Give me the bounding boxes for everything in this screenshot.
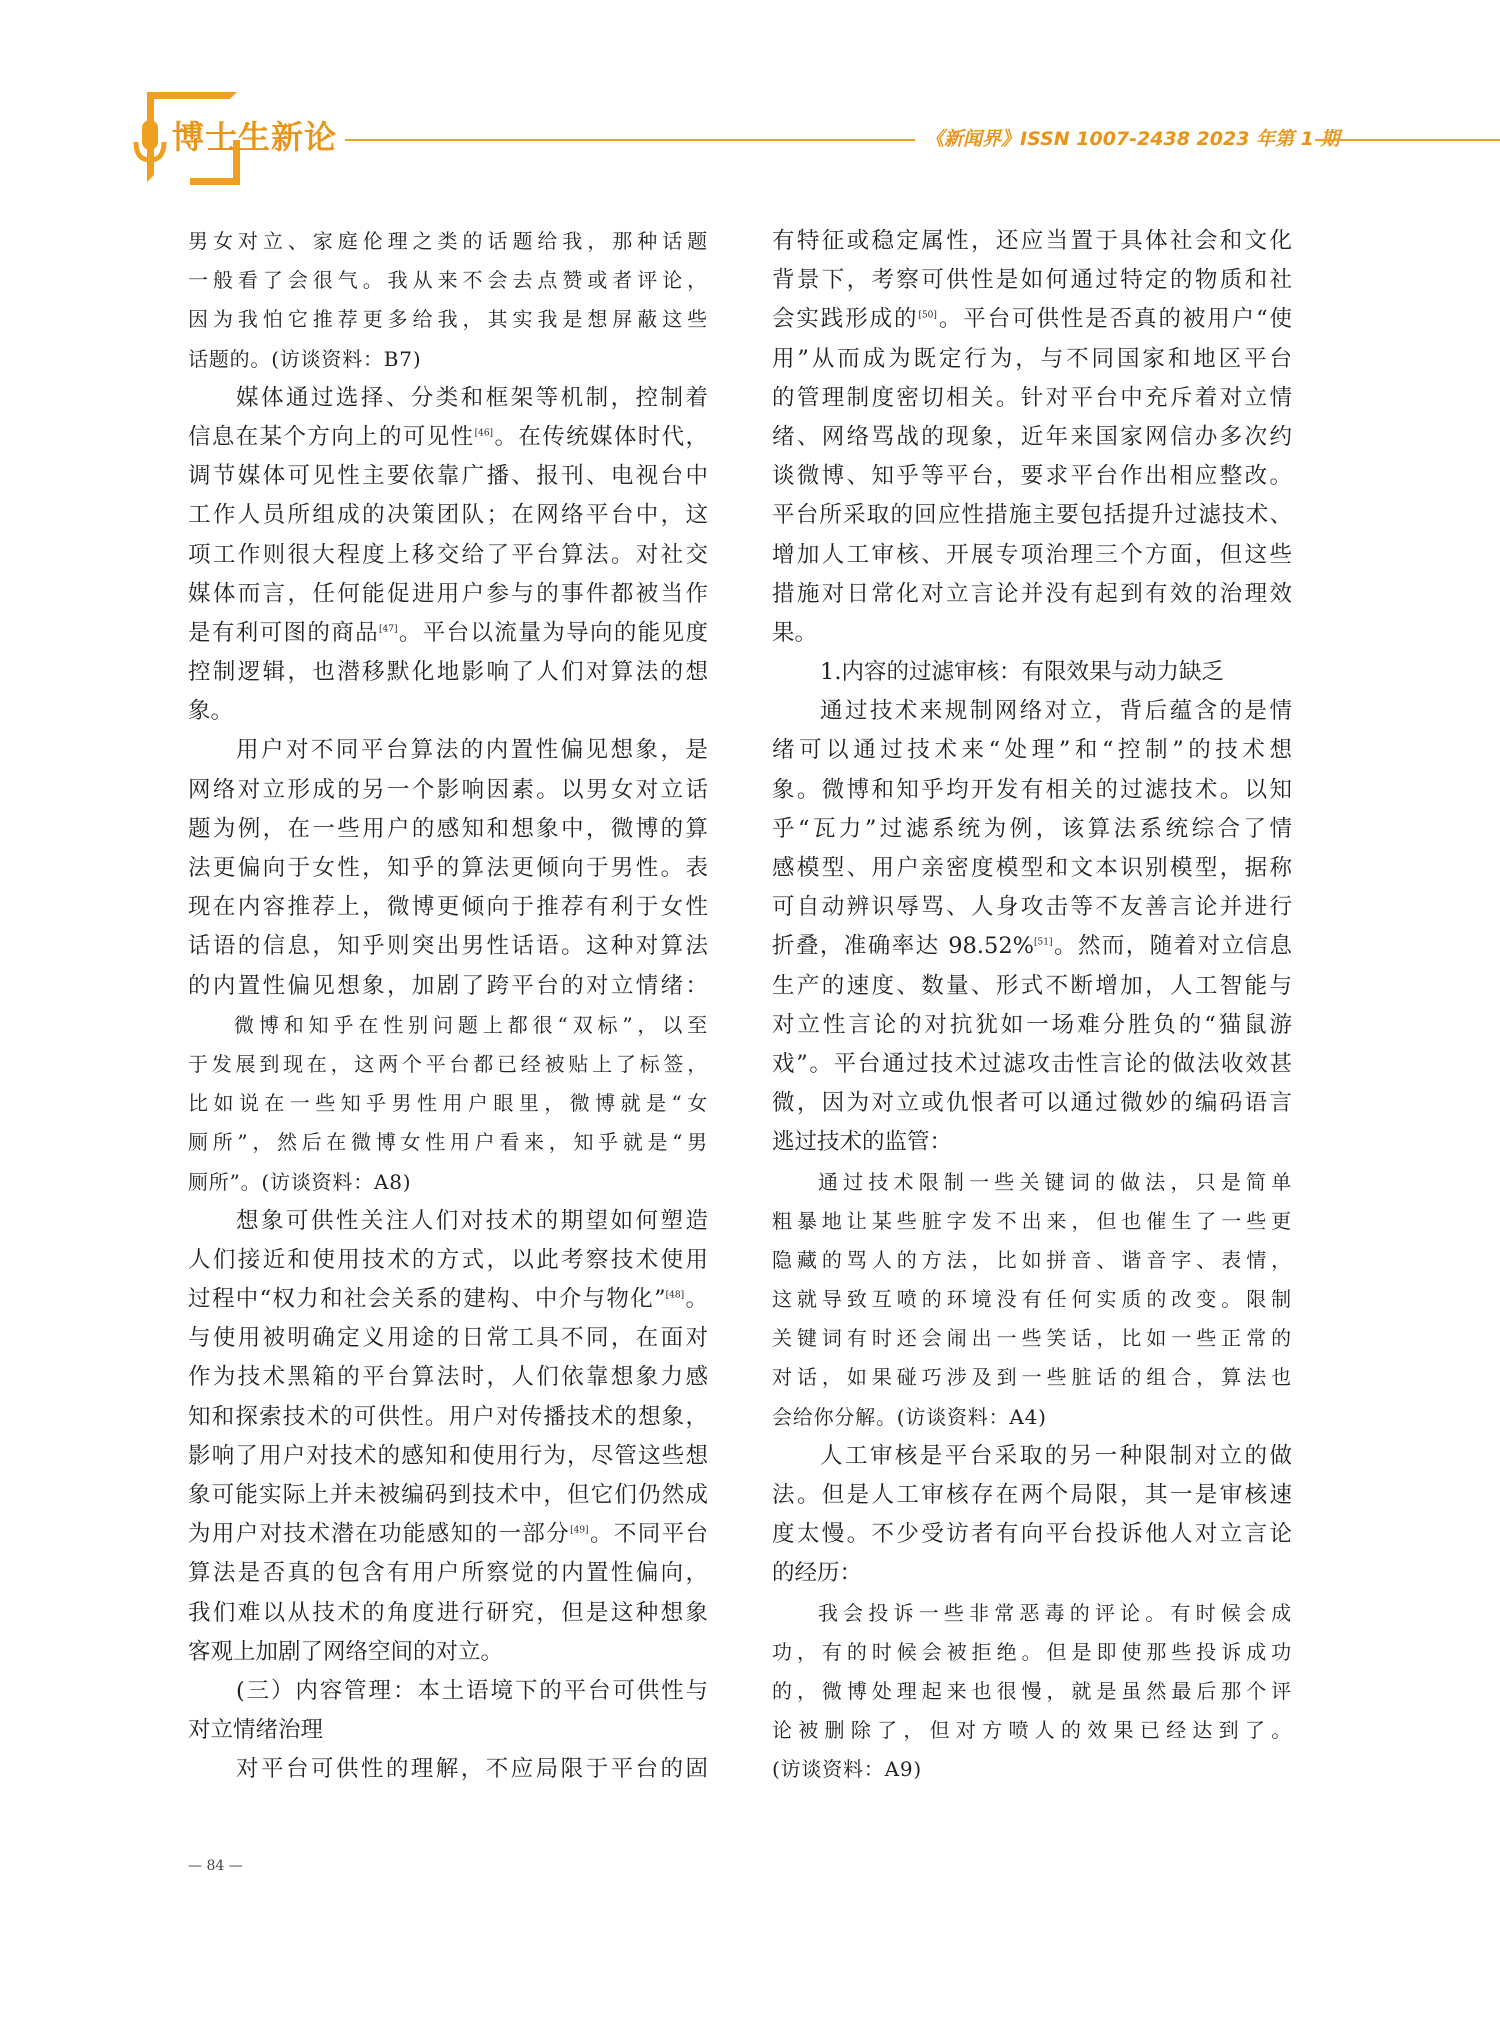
text-line: 逃过技术的监管： xyxy=(772,1129,953,1156)
page-number: — 84 — xyxy=(188,1858,243,1874)
text-line: 媒体而言，任何能促进用户参与的事件都被当作 xyxy=(188,580,708,607)
text-line: 厕所”，然后在微博女性用户看来，知乎就是“男 xyxy=(188,1130,708,1155)
text-line: 戏”。平台通过技术过滤攻击性言论的做法收效甚 xyxy=(772,1050,1292,1077)
text-line: 现在内容推荐上，微博更倾向于推荐有利于女性 xyxy=(188,894,708,921)
text-line: 隐藏的骂人的方法，比如拼音、谐音字、表情， xyxy=(772,1247,1292,1272)
header-rule-right xyxy=(1315,139,1500,141)
text-line: 调节媒体可见性主要依靠广播、报刊、电视台中 xyxy=(188,463,708,490)
citation-marker: [50] xyxy=(918,310,937,321)
text-line: 知和探索技术的可供性。用户对传播技术的想象， xyxy=(188,1403,708,1430)
header-rule-left xyxy=(345,139,915,141)
left-column xyxy=(188,222,708,1790)
text-line: 项工作则很大程度上移交给了平台算法。对社交 xyxy=(188,541,708,568)
text-line: 生产的速度、数量、形式不断增加，人工智能与 xyxy=(772,972,1292,999)
text-line: 可自动辨识辱骂、人身攻击等不友善言论并进行 xyxy=(772,894,1292,921)
text-line: 话题的。(访谈资料：B7) xyxy=(188,346,422,371)
text-line: 通过技术来规制网络对立，背后蕴含的是情 xyxy=(820,698,1292,725)
text-line: 我们难以从技术的角度进行研究，但是这种想象 xyxy=(188,1599,708,1626)
text-line: 平台所采取的回应性措施主要包括提升过滤技术、 xyxy=(772,502,1292,529)
text-line: 对立性言论的对抗犹如一场难分胜负的“猫鼠游 xyxy=(772,1011,1292,1038)
text-line: 控制逻辑，也潜移默化地影响了人们对算法的想 xyxy=(188,659,708,686)
microphone-icon xyxy=(132,118,168,174)
text-line: 题为例，在一些用户的感知和想象中，微博的算 xyxy=(188,815,708,842)
text-line: 用户对不同平台算法的内置性偏见想象，是 xyxy=(236,737,708,764)
text-line: 比如说在一些知乎男性用户眼里，微博就是“女 xyxy=(188,1091,708,1116)
text-line: 厕所”。(访谈资料：A8) xyxy=(188,1169,412,1194)
text-line: 功，有的时候会被拒绝。但是即使那些投诉成功 xyxy=(772,1639,1292,1664)
text-line: 过程中“权力和社会关系的建构、中介与物化”[48]。 xyxy=(188,1286,708,1313)
text-line: 象。 xyxy=(188,698,234,725)
text-line: 媒体通过选择、分类和框架等机制，控制着 xyxy=(236,384,708,411)
text-line: 是有利可图的商品[47]。平台以流量为导向的能见度 xyxy=(188,619,708,646)
subsection-heading: 对立情绪治理 xyxy=(188,1717,324,1744)
text-line: 谈微博、知乎等平台，要求平台作出相应整改。 xyxy=(772,463,1292,490)
text-line: 的管理制度密切相关。针对平台中充斥着对立情 xyxy=(772,384,1292,411)
citation-marker: [51] xyxy=(1034,937,1053,948)
text-line: 用”从而成为既定行为，与不同国家和地区平台 xyxy=(772,345,1292,372)
text-line: 网络对立形成的另一个影响因素。以男女对立话 xyxy=(188,776,708,803)
text-line: 话语的信息，知乎则突出男性话语。这种对算法 xyxy=(188,933,708,960)
text-line: 人们接近和使用技术的方式，以此考察技术使用 xyxy=(188,1246,708,1273)
citation-marker: [46] xyxy=(474,428,494,439)
text-line: 信息在某个方向上的可见性[46]。在传统媒体时代， xyxy=(188,423,708,450)
text-line: 法更偏向于女性，知乎的算法更倾向于男性。表 xyxy=(188,855,708,881)
text-line: 会实践形成的[50]。平台可供性是否真的被用户“使 xyxy=(772,306,1292,333)
text-line: 法。但是人工审核存在两个局限，其一是审核速 xyxy=(772,1482,1292,1508)
text-line: 工作人员所组成的决策团队；在网络平台中，这 xyxy=(188,502,708,529)
journal-info: 《新闻界》ISSN 1007-2438 2023 年第 1 期 xyxy=(925,128,1340,150)
text-line: 果。 xyxy=(772,619,818,646)
text-line: 关键词有时还会闹出一些笑话，比如一些正常的 xyxy=(772,1326,1292,1351)
text-line: 乎“瓦力”过滤系统为例，该算法系统综合了情 xyxy=(772,815,1292,842)
text-line: 为用户对技术潜在功能感知的一部分[49]。不同平台 xyxy=(188,1521,708,1548)
text-line: 折叠，准确率达 98.52%[51]。然而，随着对立信息 xyxy=(772,933,1292,960)
text-line: 一般看了会很气。我从来不会去点赞或者评论， xyxy=(188,268,708,293)
citation-marker: [48] xyxy=(665,1290,685,1301)
text-line: 与使用被明确定义用途的日常工具不同，在面对 xyxy=(188,1325,708,1352)
text-line: (访谈资料：A9) xyxy=(772,1757,922,1782)
text-line: 因为我怕它推荐更多给我，其实我是想屏蔽这些 xyxy=(188,307,708,332)
text-line: 算法是否真的包含有用户所察觉的内置性偏向， xyxy=(188,1560,708,1587)
subsection-heading: (三）内容管理：本土语境下的平台可供性与 xyxy=(236,1677,708,1704)
section-title: 博士生新论 xyxy=(172,118,338,156)
text-line: 微博和知乎在性别问题上都很“双标”，以至 xyxy=(234,1012,708,1037)
text-line: 男女对立、家庭伦理之类的话题给我，那种话题 xyxy=(188,229,708,253)
text-line: 于发展到现在，这两个平台都已经被贴上了标签， xyxy=(188,1051,708,1076)
page-header xyxy=(0,0,1500,200)
text-line: 有特征或稳定属性，还应当置于具体社会和文化 xyxy=(772,228,1292,254)
text-line: 作为技术黑箱的平台算法时，人们依靠想象力感 xyxy=(188,1364,708,1391)
text-line: 绪可以通过技术来“处理”和“控制”的技术想 xyxy=(772,737,1292,764)
text-line: 象。微博和知乎均开发有相关的过滤技术。以知 xyxy=(772,776,1292,803)
text-line: 我会投诉一些非常恶毒的评论。有时候会成 xyxy=(818,1600,1292,1625)
citation-marker: [49] xyxy=(570,1525,589,1536)
text-line: 对平台可供性的理解，不应局限于平台的固 xyxy=(236,1756,708,1783)
text-line: 客观上加剧了网络空间的对立。 xyxy=(188,1638,504,1665)
text-line: 措施对日常化对立言论并没有起到有效的治理效 xyxy=(772,580,1292,607)
citation-marker: [47] xyxy=(379,624,398,635)
text-line: 的，微博处理起来也很慢，就是虽然最后那个评 xyxy=(772,1678,1292,1703)
text-line: 影响了用户对技术的感知和使用行为，尽管这些想 xyxy=(188,1442,708,1469)
text-line: 感模型、用户亲密度模型和文本识别模型，据称 xyxy=(772,855,1292,881)
text-line: 度太慢。不少受访者有向平台投诉他人对立言论 xyxy=(772,1521,1292,1548)
text-line: 会给你分解。(访谈资料：A4) xyxy=(772,1404,1047,1429)
text-line: 通过技术限制一些关键词的做法，只是简单 xyxy=(818,1169,1292,1194)
text-line: 的内置性偏见想象，加剧了跨平台的对立情绪： xyxy=(188,972,708,999)
text-line: 象可能实际上并未被编码到技术中，但它们仍然成 xyxy=(188,1482,708,1508)
text-line: 人工审核是平台采取的另一种限制对立的做 xyxy=(820,1442,1292,1469)
text-line: 这就导致互喷的环境没有任何实质的改变。限制 xyxy=(772,1287,1292,1312)
text-line: 想象可供性关注人们对技术的期望如何塑造 xyxy=(236,1207,708,1234)
text-line: 增加人工审核、开展专项治理三个方面，但这些 xyxy=(772,541,1292,568)
right-column xyxy=(772,222,1292,1790)
text-line: 绪、网络骂战的现象，近年来国家网信办多次约 xyxy=(772,423,1292,450)
text-line: 微，因为对立或仇恨者可以通过微妙的编码语言 xyxy=(772,1090,1292,1117)
subsection-heading: 1.内容的过滤审核：有限效果与动力缺乏 xyxy=(820,659,1224,686)
text-line: 粗暴地让某些脏字发不出来，但也催生了一些更 xyxy=(772,1208,1292,1233)
text-line: 的经历： xyxy=(772,1560,863,1587)
text-line: 对话，如果碰巧涉及到一些脏话的组合，算法也 xyxy=(772,1365,1292,1390)
text-line: 论被删除了，但对方喷人的效果已经达到了。 xyxy=(772,1718,1292,1743)
text-line: 背景下，考察可供性是如何通过特定的物质和社 xyxy=(772,267,1292,294)
